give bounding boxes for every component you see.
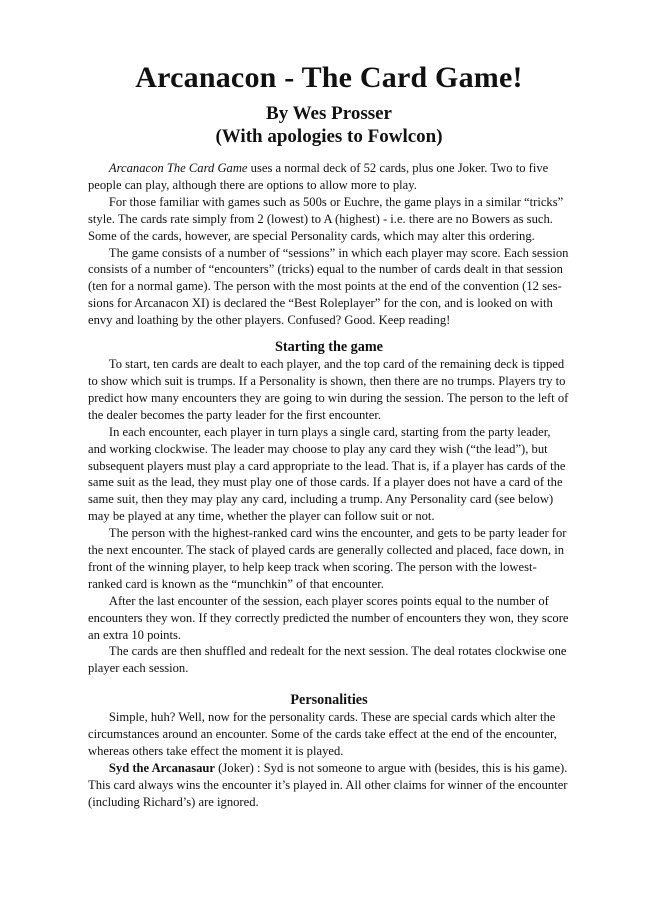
intro-paragraph-2: For those familiar with games such as 500s or Euchre, the game plays in a similar “tricks” style. The cards rate simply from 2 (lowest) to A (highest) - i.e. there are no Bowers as such. Some of the cards, however, are special Personality cards, which may alter this ordering. [88, 194, 564, 243]
document-page [88, 60, 570, 811]
starting-paragraph-2: In each encounter, each player in turn plays a single card, starting from the party leader, and working clockwise. The leader may choose to play any card they wish (“the lead”), but subsequent players must play a card appropriate to the lead. That is, if a player has cards of the same suit as the lead, they must play one of those cards. If a player does not have a card of the same suit, then they may play any card, including a trump. Any Personality card (see below) may be played at any time, whether the player can follow suit or not. [88, 424, 566, 524]
intro-paragraph-1 [88, 160, 570, 194]
intro-paragraph-1-text: uses a normal deck of 52 cards, plus one Joker. Two to five people can play, although there are options to allow more to play. [88, 161, 549, 192]
card-name-syd: Syd the Arcanasaur [108, 761, 216, 775]
game-name-italic: Arcanacon The Card Game [108, 161, 248, 175]
starting-paragraph-1: To start, ten cards are dealt to each player, and the top card of the remaining deck is tipped to show which suit is trumps. If a Personality is shown, then there are no trumps. Players try to predict how many encounters they are going to win during the session. The person to the left of the dealer becomes the party leader for the first encounter. [88, 357, 569, 422]
author-line: By Wes Prosser [266, 103, 392, 124]
personalities-paragraph-1: Simple, huh? Well, now for the personality cards. These are special cards which alter the circumstances around an encounter. Some of the cards take effect at the end of the encounter, whereas others take effect the moment it is played. [88, 710, 557, 759]
section-heading-starting: Starting the game [275, 339, 383, 356]
personalities-paragraph-2: Syd the Arcanasaur (Joker) : Syd is not someone to argue with (besides, this is his game). This card always wins the encounter it’s played in. All other claims for winner of the encounter (including Richard’s) are ignored. [88, 761, 568, 809]
intro-paragraph-3: The game consists of a number of “sessions” in which each player may score. Each session consists of a number of “encounters” (tricks) equal to the number of cards dealt in that session (ten for a normal game). The person with the most points at the end of the convention (12 ses- sions for Arcanacon XI) is declared the “Best Roleplayer” for the con, and is looked on with envy and loathing by the other players. Confused? Good. Keep reading! [88, 245, 569, 328]
apology-line: (With apologies to Fowlcon) [215, 126, 443, 147]
starting-paragraph-5: The cards are then shuffled and redealt for the next session. The deal rotates clockwise one player each session. [88, 644, 567, 676]
section-heading-personalities: Personalities [290, 692, 368, 709]
starting-paragraph-4: After the last encounter of the session, each player scores points equal to the number of encounters they won. If they correctly predicted the number of encounters they won, they score an extra 10 points. [88, 593, 569, 642]
document-title: Arcanacon - The Card Game! [135, 61, 523, 94]
starting-paragraph-3: The person with the highest-ranked card wins the encounter, and gets to be party leader for the next encounter. The stack of played cards are generally collected and placed, face down, in front of the winning player, to help keep track when scoring. The person with the lowest-ranked card is known as the “munchkin” of that encounter. [88, 526, 567, 591]
